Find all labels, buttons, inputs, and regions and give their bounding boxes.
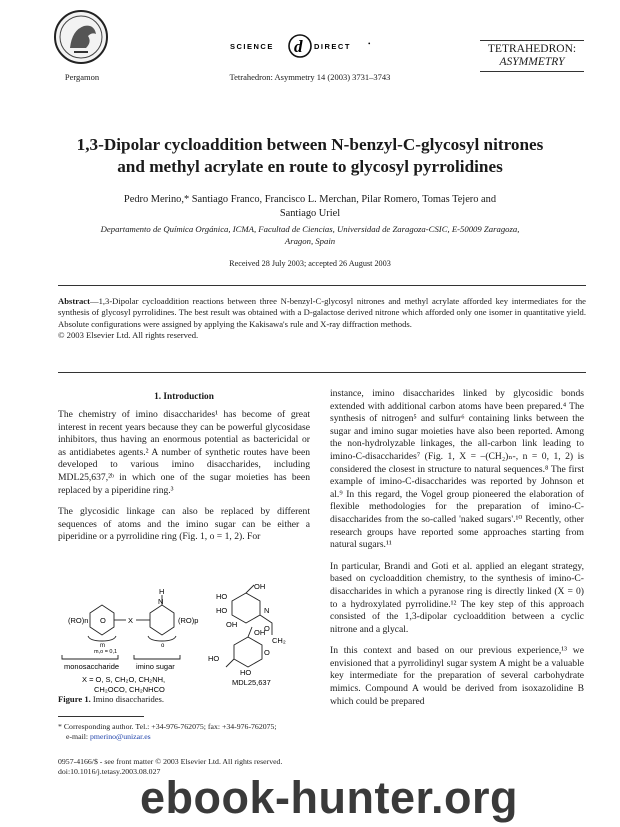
- mdl-ho-3: HO: [208, 654, 220, 663]
- fig-label-mo: m,o = 0,1: [94, 649, 118, 655]
- paragraph: instance, imino disaccharides linked by glycosidic bonds extended with additional carbon atoms have been prepared.⁴ The synthesis of nitrogen⁵ and sulfur⁶ containing links between the sugar and imino sugar moieties have also been reported. Among the non-hydrolyzable linkages, the all-carbon link leading to imino-C-disaccharides⁷ (Fig. 1, X = –(CH₂)ₙ-, n = 0, 1, 2) is considered the closest in structure to natural sequences.⁸ The first example of imino-C-disaccharides was reported by Johnson et al.⁹ In this regard, the Vogel group pioneered the elaboration of flexible methodologies for the preparation of imino-C-disaccharides from the so-called 'naked sugars'.¹⁰ Recently, other research groups have reported some approaches starting from natural sugars.¹¹: [330, 388, 584, 551]
- authors-line-2: Santiago Uriel: [279, 207, 341, 219]
- fig-label-h: H: [159, 587, 165, 596]
- mdl-oh-mid: OH: [226, 620, 238, 629]
- footnote-email-prefix: e-mail:: [66, 732, 91, 741]
- affiliation-line-1: Departamento de Química Orgánica, ICMA, Facultad de Ciencias, Universidad de Zaragoza-CSIC, E-50009 Zaragoza,: [100, 224, 520, 234]
- figure-1-caption: [58, 694, 310, 704]
- svg-text:d: d: [294, 37, 303, 56]
- affiliation: [40, 223, 580, 247]
- mdl-oh-top: OH: [254, 583, 266, 591]
- authors-line-1: Pedro Merino,* Santiago Franco, Francisco L. Merchan, Pilar Romero, Tomas Tejero and: [123, 194, 497, 205]
- mdl-o-ring: O: [264, 648, 270, 657]
- fig-label-o: o: [161, 643, 165, 649]
- fig-label-ro-right: (RO)p: [178, 616, 199, 625]
- author-list: [40, 193, 580, 220]
- svg-text:DIRECT: DIRECT: [314, 42, 351, 51]
- fig-x-definition-1: X = O, S, CH₂O, CH₂NH,: [82, 675, 166, 684]
- abstract-copyright: © 2003 Elsevier Ltd. All rights reserved.: [58, 330, 199, 341]
- body-column-left: [58, 409, 310, 553]
- journal-emblem-logo: [52, 8, 110, 68]
- figure-caption-label: Figure 1.: [58, 694, 91, 704]
- mdl-o: O: [264, 624, 270, 633]
- figure-1-structures: [58, 583, 310, 693]
- abstract-block: [58, 296, 586, 342]
- abstract-label: Abstract: [58, 296, 90, 306]
- svg-text:•: •: [368, 40, 371, 48]
- affiliation-line-2: Aragon, Spain: [284, 236, 336, 246]
- fig-label-m: m: [100, 643, 105, 649]
- article-title: [20, 134, 600, 178]
- watermark-text: ebook-hunter.org: [140, 772, 518, 823]
- brand-line-1: TETRAHEDRON:: [487, 43, 577, 55]
- paragraph: The chemistry of imino disaccharides¹ has become of great interest in recent years because they can be powerful glycosidase inhibitors, thus having an enormous potential as bactericidal or as antidiabetes agents.² A number of synthetic routes have been developed to various imino disaccharides, including MDL25,637,²ᵇ in which one of the sugar moieties has been replaced by a piperidine ring.³: [58, 409, 310, 496]
- fig-x-definition-2: CH₂OCO, CH₂NHCO: [94, 685, 165, 693]
- sciencedirect-logo: [228, 30, 378, 60]
- svg-text:SCIENCE: SCIENCE: [230, 42, 274, 51]
- journal-brand: [480, 40, 584, 72]
- body-column-right: [330, 388, 584, 717]
- fig-label-o-atom: O: [100, 616, 106, 625]
- mdl-ho-2: HO: [216, 606, 228, 615]
- paragraph: In particular, Brandi and Goti et al. applied an elegant strategy, based on cycloaddition chemistry, to the synthesis of imino-C-disaccharides in which a pyranose ring is directly linked (X = 0) to a hydroxylated pyrrolidine.¹² The key step of this approach consisted of the 1,3-dipolar cycloaddition between a cyclic nitrone and a glycal.: [330, 560, 584, 635]
- author-email-link[interactable]: pmerino@unizar.es: [90, 732, 151, 741]
- fig-label-imino-sugar: imino sugar: [136, 662, 175, 671]
- divider-bottom: [58, 372, 586, 373]
- doi-line[interactable]: doi:10.1016/j.tetasy.2003.08.027: [58, 767, 161, 776]
- divider-top: [58, 285, 586, 286]
- corresponding-author-footnote: [58, 722, 310, 742]
- issn-line: 0957-4166/$ - see front matter © 2003 Elsevier Ltd. All rights reserved.: [58, 757, 283, 766]
- title-line-2: and methyl acrylate en route to glycosyl pyrrolidines: [117, 157, 503, 176]
- abstract-text: —1,3-Dipolar cycloaddition reactions between three N-benzyl-C-glycosyl nitrones and methyl acrylate afforded key intermediates for the synthesis of glycosyl pyrrolidines. The best result was obtained with a D-galactose derived nitrone which afforded only one isomer in quantitative yield. Absolute configurations were assigned by applying the Kakisawa's rule and X-ray diffraction methods.: [58, 296, 586, 329]
- mdl-n: N: [264, 606, 270, 615]
- fig-label-monosaccharide: monosaccharide: [64, 662, 120, 671]
- mdl-ho-1: HO: [216, 592, 228, 601]
- figure-caption-text: Imino disaccharides.: [90, 694, 165, 704]
- brand-line-2: ASYMMETRY: [499, 56, 565, 68]
- mdl-ho-4: HO: [240, 668, 252, 677]
- journal-citation: Tetrahedron: Asymmetry 14 (2003) 3731–3743: [229, 72, 391, 82]
- footnote-line-1: * Corresponding author. Tel.: +34-976-762075; fax: +34-976-762075;: [58, 722, 277, 731]
- mdl-name: MDL25,637: [232, 678, 271, 687]
- mdl-ch2: CH₂: [272, 636, 286, 645]
- title-line-1: 1,3-Dipolar cycloaddition between N-benzyl-C-glycosyl nitrones: [76, 135, 544, 154]
- section-heading: 1. Introduction: [154, 392, 214, 402]
- publisher-name: Pergamon: [64, 72, 100, 82]
- received-dates: Received 28 July 2003; accepted 26 August 2003: [229, 259, 391, 268]
- footnote-divider: [58, 716, 144, 717]
- fig-label-n: N: [158, 597, 164, 606]
- paragraph: The glycosidic linkage can also be replaced by different sequences of atoms and the imino sugar can be either a piperidine or a pyrrolidine ring (Fig. 1, o = 1, 2). For: [58, 506, 310, 543]
- fig-label-ro-left: (RO)n: [68, 616, 89, 625]
- mdl-oh-ring: OH: [254, 628, 266, 637]
- paragraph: In this context and based on our previous experience,¹³ we envisioned that a pyrrolidinyl sugar system A might be a valuable key intermediate for the preparation of several carbohydrate mimics. Compound A would be derived from isoxazolidine B which could be prepared: [330, 645, 584, 707]
- fig-label-x: X: [128, 616, 134, 625]
